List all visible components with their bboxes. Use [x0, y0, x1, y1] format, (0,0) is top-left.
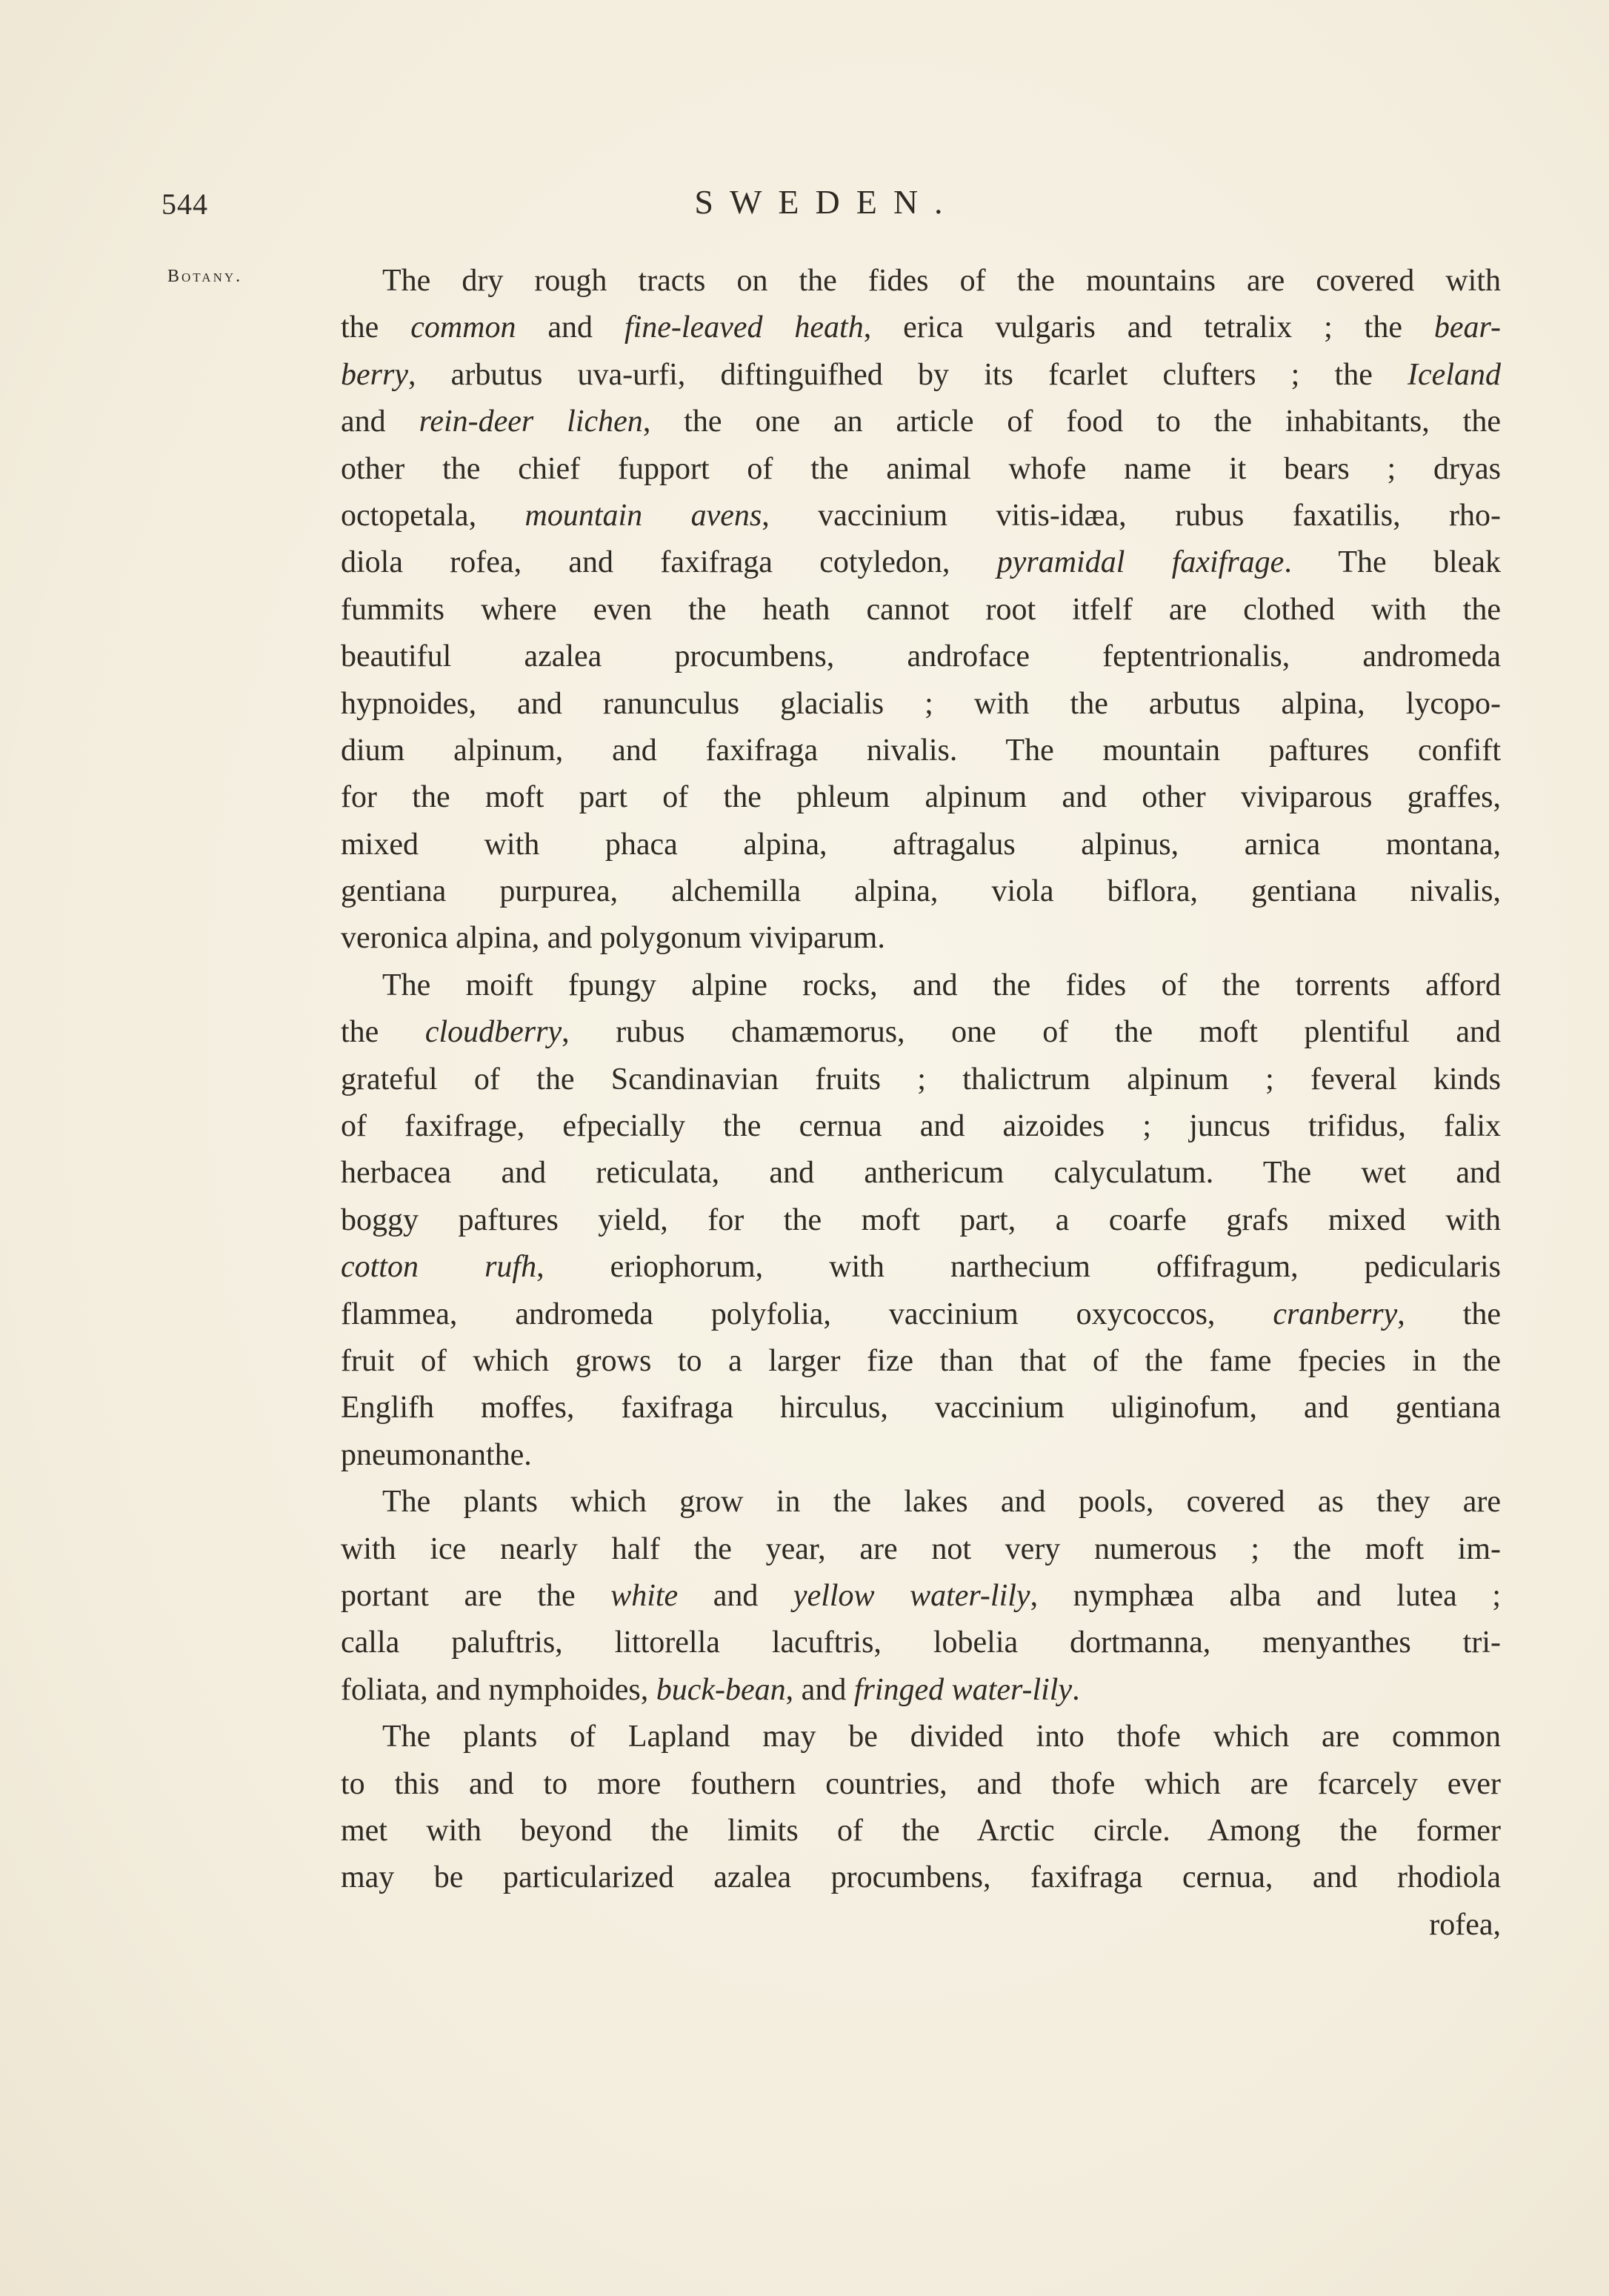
text-segment: , and [785, 1672, 854, 1707]
text-segment: , rubus chamæmorus, one of the moft plentiful and [562, 1015, 1501, 1050]
text-segment: fummits where even the heath cannot root itfelf are clothed with the [341, 592, 1501, 627]
italic-term: pyramidal faxifrage [996, 545, 1285, 580]
text-line [341, 1385, 1501, 1431]
text-line [341, 1057, 1501, 1103]
text-segment: fruit of which grows to a larger fize than that of the fame fpecies in the [341, 1343, 1501, 1378]
text-segment: and [516, 310, 624, 345]
text-line [341, 1714, 1501, 1760]
page-number: 544 [161, 187, 208, 221]
text-segment: hypnoides, and ranunculus glacialis ; with the arbutus alpina, lycopo- [341, 686, 1501, 721]
text-line [341, 633, 1501, 680]
text-segment: grateful of the Scandinavian fruits ; thalictrum alpinum ; feveral kinds [341, 1062, 1501, 1097]
italic-term: cranberry [1273, 1297, 1398, 1331]
italic-term: fine-leaved heath [624, 310, 864, 345]
text-segment: . The bleak [1284, 545, 1501, 580]
text-segment: foliata, and nymphoides, [341, 1672, 656, 1707]
text-segment: met with beyond the limits of the Arctic circle. Among the former [341, 1813, 1501, 1848]
running-head: SWEDEN. [694, 183, 959, 221]
text-segment: , erica vulgaris and tetralix ; the [863, 310, 1434, 345]
text-segment: other the chief fupport of the animal whofe name it bears ; dryas [341, 451, 1501, 486]
text-segment: the [341, 310, 411, 345]
italic-term: mountain avens [524, 498, 762, 533]
text-segment: and [341, 405, 419, 439]
text-segment: The plants which grow in the lakes and pools, covered as they are [382, 1485, 1501, 1520]
text-segment: octopetala, [341, 498, 525, 533]
italic-term: berry [341, 357, 408, 392]
text-segment: the [341, 1015, 425, 1050]
italic-term: common [410, 310, 516, 345]
text-line [341, 962, 1501, 1009]
text-line [341, 446, 1501, 493]
text-segment: with ice nearly half the year, are not very numerous ; the moft im- [341, 1531, 1501, 1566]
italic-term: cloudberry [424, 1015, 562, 1050]
text-line [341, 1808, 1501, 1854]
text-segment: may be particularized azalea procumbens, faxifraga cernua, and rhodiola [341, 1860, 1501, 1895]
text-line [341, 681, 1501, 728]
italic-term: fringed water-lily [853, 1672, 1073, 1707]
italic-term: Iceland [1408, 357, 1501, 392]
text-segment: . [1072, 1672, 1080, 1707]
text-segment: , the one an article of food to the inhabitants, the [642, 405, 1501, 439]
text-segment: for the moft part of the phleum alpinum and other viviparous graffes, [341, 780, 1501, 815]
text-segment: of faxifrage, efpecially the cernua and aizoides ; juncus trifidus, falix [341, 1109, 1501, 1144]
text-line [341, 822, 1501, 868]
text-line [341, 305, 1501, 351]
text-line [341, 539, 1501, 586]
text-segment: boggy paftures yield, for the moft part, a coarfe grafs mixed with [341, 1202, 1501, 1237]
text-line [341, 352, 1501, 399]
text-segment: The dry rough tracts on the fides of the mountains are covered with [382, 264, 1501, 298]
text-segment: dium alpinum, and faxifraga nivalis. The mountain paftures confift [341, 733, 1501, 768]
italic-term: cotton rufh [341, 1250, 537, 1285]
text-line [341, 868, 1501, 915]
italic-term: white [610, 1578, 679, 1613]
text-line [341, 1150, 1501, 1197]
text-segment: gentiana purpurea, alchemilla alpina, viola biflora, gentiana nivalis, [341, 874, 1501, 909]
text-segment: calla paluftris, littorella lacuftris, lobelia dortmanna, menyanthes tri- [341, 1625, 1501, 1660]
text-segment: veronica alpina, and polygonum viviparum. [341, 921, 885, 956]
text-segment: Englifh moffes, faxifraga hirculus, vaccinium uliginofum, and gentiana [341, 1391, 1501, 1425]
text-segment: and [678, 1578, 793, 1613]
text-line [341, 915, 1501, 962]
text-segment: flammea, andromeda polyfolia, vaccinium oxycoccos, [341, 1297, 1273, 1331]
text-segment: , the [1397, 1297, 1502, 1331]
italic-term: buck-bean [656, 1672, 786, 1707]
text-segment: diola rofea, and faxifraga cotyledon, [341, 545, 997, 580]
italic-term: bear- [1433, 310, 1501, 345]
text-line [341, 1854, 1501, 1901]
text-line [341, 1244, 1501, 1291]
text-line [341, 587, 1501, 633]
text-segment: portant are the [341, 1578, 611, 1613]
text-line [341, 1479, 1501, 1525]
text-segment: The moift fpungy alpine rocks, and the fides of the torrents afford [382, 968, 1501, 1002]
text-line [341, 1338, 1501, 1385]
italic-term: yellow water-lily [793, 1578, 1030, 1613]
text-line [341, 1291, 1501, 1338]
body-text [341, 258, 1501, 1949]
text-line [341, 1103, 1501, 1150]
text-line [341, 1009, 1501, 1056]
text-line [341, 1573, 1501, 1620]
text-segment: , nymphæa alba and lutea ; [1030, 1578, 1501, 1613]
text-segment: , vaccinium vitis-idæa, rubus faxatilis, rho- [762, 498, 1502, 533]
text-segment: pneumonanthe. [341, 1437, 532, 1472]
text-segment: The plants of Lapland may be divided into thofe which are common [382, 1720, 1501, 1754]
text-line [341, 1761, 1501, 1808]
text-line [341, 774, 1501, 821]
text-line [341, 493, 1501, 539]
text-segment: to this and to more fouthern countries, and thofe which are fcarcely ever [341, 1766, 1501, 1801]
text-line [341, 1526, 1501, 1573]
text-line [341, 258, 1501, 305]
text-line [341, 1902, 1501, 1949]
text-segment: herbacea and reticulata, and anthericum calyculatum. The wet and [341, 1156, 1501, 1191]
italic-term: rein-deer lichen [419, 405, 643, 439]
margin-note-botany: Botany. [167, 267, 243, 286]
text-line [341, 1197, 1501, 1244]
text-line [341, 1667, 1501, 1714]
text-line [341, 1432, 1501, 1479]
text-segment: beautiful azalea procumbens, androface feptentrionalis, andromeda [341, 639, 1501, 674]
text-segment: rofea, [1429, 1907, 1501, 1942]
text-line [341, 399, 1501, 445]
text-line [341, 1620, 1501, 1666]
text-segment: , arbutus uva-urfi, diftinguifhed by its fcarlet clufters ; the [407, 357, 1408, 392]
text-line [341, 728, 1501, 774]
text-segment: , eriophorum, with narthecium offifragum, pedicularis [536, 1250, 1502, 1285]
text-segment: mixed with phaca alpina, aftragalus alpinus, arnica montana, [341, 827, 1501, 862]
